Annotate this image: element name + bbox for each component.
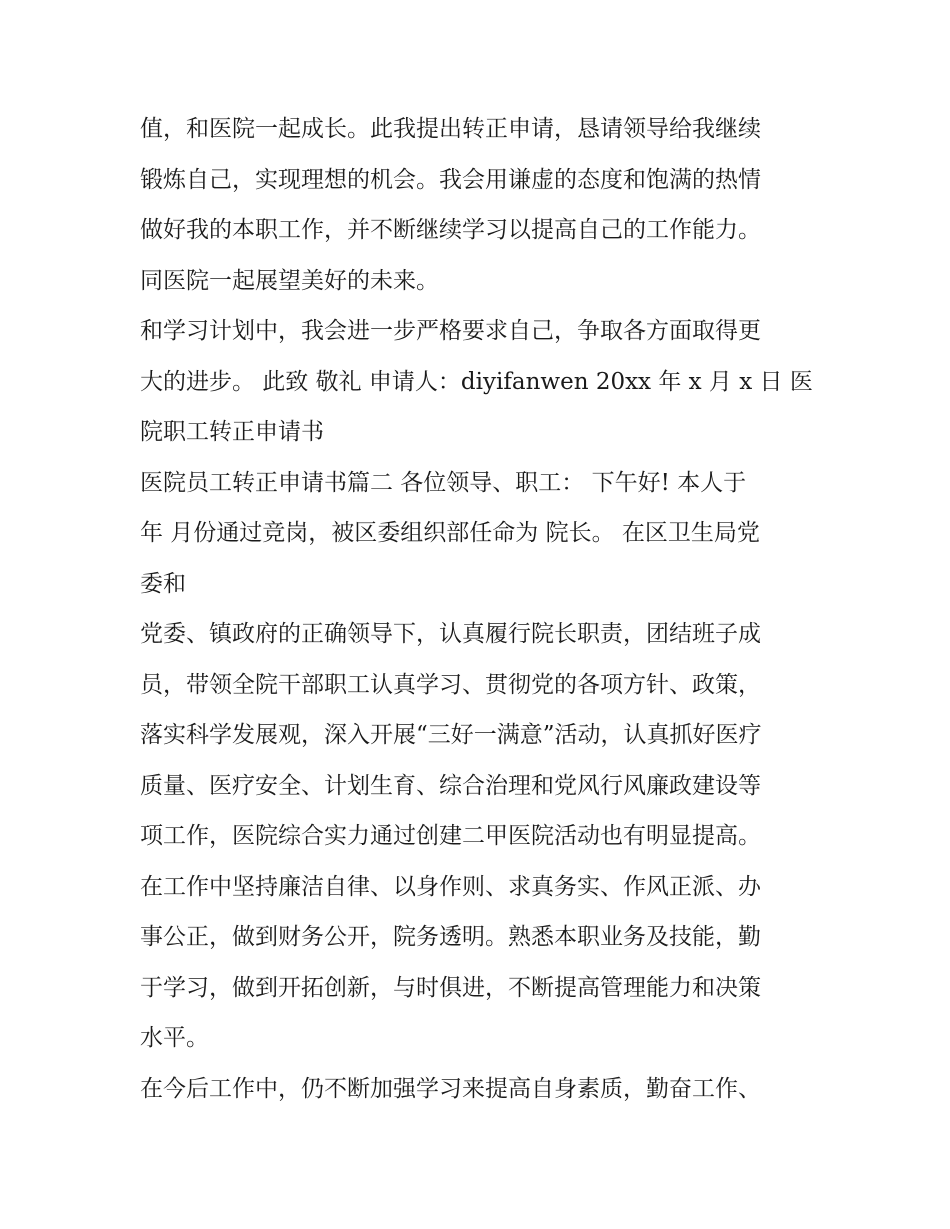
text-line: 质量、医疗安全、计划生育、综合治理和党风行风廉政建设等 xyxy=(140,772,761,799)
text-line: 项工作，医院综合实力通过创建二甲医院活动也有明显提高。 xyxy=(140,823,761,849)
text-line: 于学习，做到开拓创新，与时俱进，不断提高管理能力和决策 xyxy=(140,974,761,1001)
text-line: 医院员工转正申请书篇二 各位领导、职工： 下午好! 本人于 xyxy=(140,469,747,496)
text-line: 在今后工作中，仍不断加强学习来提高自身素质，勤奋工作、 xyxy=(140,1075,761,1102)
text-line: 年 月份通过竞岗，被区委组织部任命为 院长。 在区卫生局党 xyxy=(140,520,760,546)
text-line: 党委、镇政府的正确领导下，认真履行院长职责，团结班子成 xyxy=(140,621,761,647)
text-line: 委和 xyxy=(140,570,186,597)
text-line: 同医院一起展望美好的未来。 xyxy=(140,267,439,294)
text-line: 大的进步。 此致 敬礼 申请人：diyifanwen 20xx 年 x 月 x 日 医 xyxy=(140,368,813,395)
text-line: 做好我的本职工作，并不断继续学习以提高自己的工作能力。 xyxy=(140,217,761,243)
text-line: 事公正，做到财务公开，院务透明。熟悉本职业务及技能，勤 xyxy=(140,924,761,950)
text-line: 在工作中坚持廉洁自律、以身作则、求真务实、作风正派、办 xyxy=(140,873,761,900)
text-line: 落实科学发展观，深入开展“三好一满意”活动，认真抓好医疗 xyxy=(140,722,762,748)
text-line: 和学习计划中，我会进一步严格要求自己，争取各方面取得更 xyxy=(140,318,761,344)
text-line: 院职工转正申请书 xyxy=(140,419,324,445)
text-line: 水平。 xyxy=(140,1025,209,1051)
text-line: 员，带领全院干部职工认真学习、贯彻党的各项方针、政策， xyxy=(140,671,761,698)
text-line: 值，和医院一起成长。此我提出转正申请，恳请领导给我继续 xyxy=(140,116,761,142)
text-line: 锻炼自己，实现理想的机会。我会用谦虚的态度和饱满的热情 xyxy=(140,166,761,193)
document-body xyxy=(140,104,820,1114)
